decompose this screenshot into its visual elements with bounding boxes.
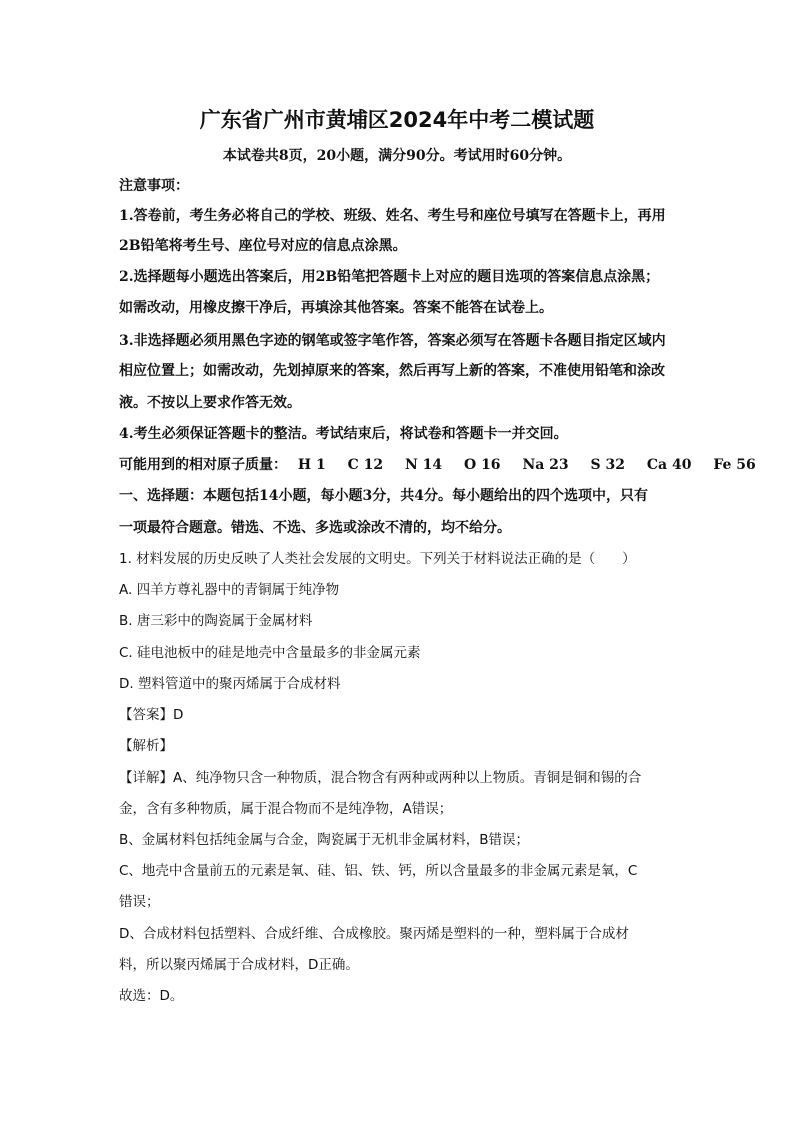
page-title: 广东省广州市黄埔区2024年中考二模试题 <box>199 108 595 132</box>
atomic-mass-item: C 12 <box>347 457 384 473</box>
analysis-line: C、地壳中含量前五的元素是氧、硅、铝、铁、钙，所以含量最多的非金属元素是氧，C <box>119 863 638 879</box>
option-c: C. 硅电池板中的硅是地壳中含量最多的非金属元素 <box>119 645 421 661</box>
option-a: A. 四羊方尊礼器中的青铜属于纯净物 <box>119 582 340 598</box>
atomic-masses <box>119 455 773 475</box>
notice-line: 2B铅笔将考生号、座位号对应的信息点涂黑。 <box>119 238 407 254</box>
analysis-line: D、合成材料包括塑料、合成纤维、合成橡胶。聚丙烯是塑料的一种，塑料属于合成材 <box>119 926 629 942</box>
analysis-line: 料，所以聚丙烯属于合成材料，D正确。 <box>119 957 359 973</box>
notice-line: 4.考生必须保证答题卡的整洁。考试结束后，将试卷和答题卡一并交回。 <box>119 426 568 442</box>
atomic-mass-item: Ca 40 <box>646 457 692 473</box>
notice-line: 3.非选择题必须用黑色字迹的钢笔或签字笔作答，答案必须写在答题卡各题目指定区域内 <box>119 333 666 349</box>
answer: 【答案】D <box>119 707 184 723</box>
atomic-masses-label: 可能用到的相对原子质量： <box>119 457 287 473</box>
question-stem: 1. 材料发展的历史反映了人类社会发展的文明史。下列关于材料说法正确的是（ ） <box>119 551 636 567</box>
notice-line: 1.答卷前，考生务必将自己的学校、班级、姓名、考生号和座位号填写在答题卡上，再用 <box>119 208 666 224</box>
analysis-line: 错误； <box>119 894 160 910</box>
notice-line: 液。不按以上要求作答无效。 <box>119 395 301 411</box>
analysis-line: B、金属材料包括纯金属与合金，陶瓷属于无机非金属材料，B错误； <box>119 832 530 848</box>
notice-line: 2.选择题每小题选出答案后，用2B铅笔把答题卡上对应的题目选项的答案信息点涂黑； <box>119 269 660 285</box>
analysis-line: 金，含有多种物质，属于混合物而不是纯净物，A错误； <box>119 801 453 817</box>
notice-line: 相应位置上；如需改动，先划掉原来的答案，然后再写上新的答案，不准使用铅笔和涂改 <box>119 363 665 379</box>
analysis-heading: 【解析】 <box>119 738 173 754</box>
notice-heading: 注意事项： <box>119 178 189 194</box>
section-heading-cont: 一项最符合题意。错选、不选、多选或涂改不清的，均不给分。 <box>119 520 511 536</box>
notice-line: 如需改动，用橡皮擦干净后，再填涂其他答案。答案不能答在试卷上。 <box>119 300 553 316</box>
option-d: D. 塑料管道中的聚丙烯属于合成材料 <box>119 676 341 692</box>
exam-subtitle: 本试卷共8页，20小题，满分90分。考试用时60分钟。 <box>222 148 572 164</box>
option-b: B. 唐三彩中的陶瓷属于金属材料 <box>119 613 313 629</box>
conclusion: 故选：D。 <box>119 988 184 1004</box>
atomic-mass-item: H 1 <box>297 457 326 473</box>
atomic-mass-item: Fe 56 <box>713 457 756 473</box>
section-heading: 一、选择题：本题包括14小题，每小题3分，共4分。每小题给出的四个选项中，只有 <box>119 488 648 504</box>
atomic-mass-item: S 32 <box>590 457 626 473</box>
atomic-mass-item: O 16 <box>464 457 501 473</box>
atomic-mass-item: Na 23 <box>522 457 569 473</box>
atomic-mass-item: N 14 <box>404 457 443 473</box>
analysis-line: 【详解】A、纯净物只含一种物质，混合物含有两种或两种以上物质。青铜是铜和锡的合 <box>119 770 642 786</box>
